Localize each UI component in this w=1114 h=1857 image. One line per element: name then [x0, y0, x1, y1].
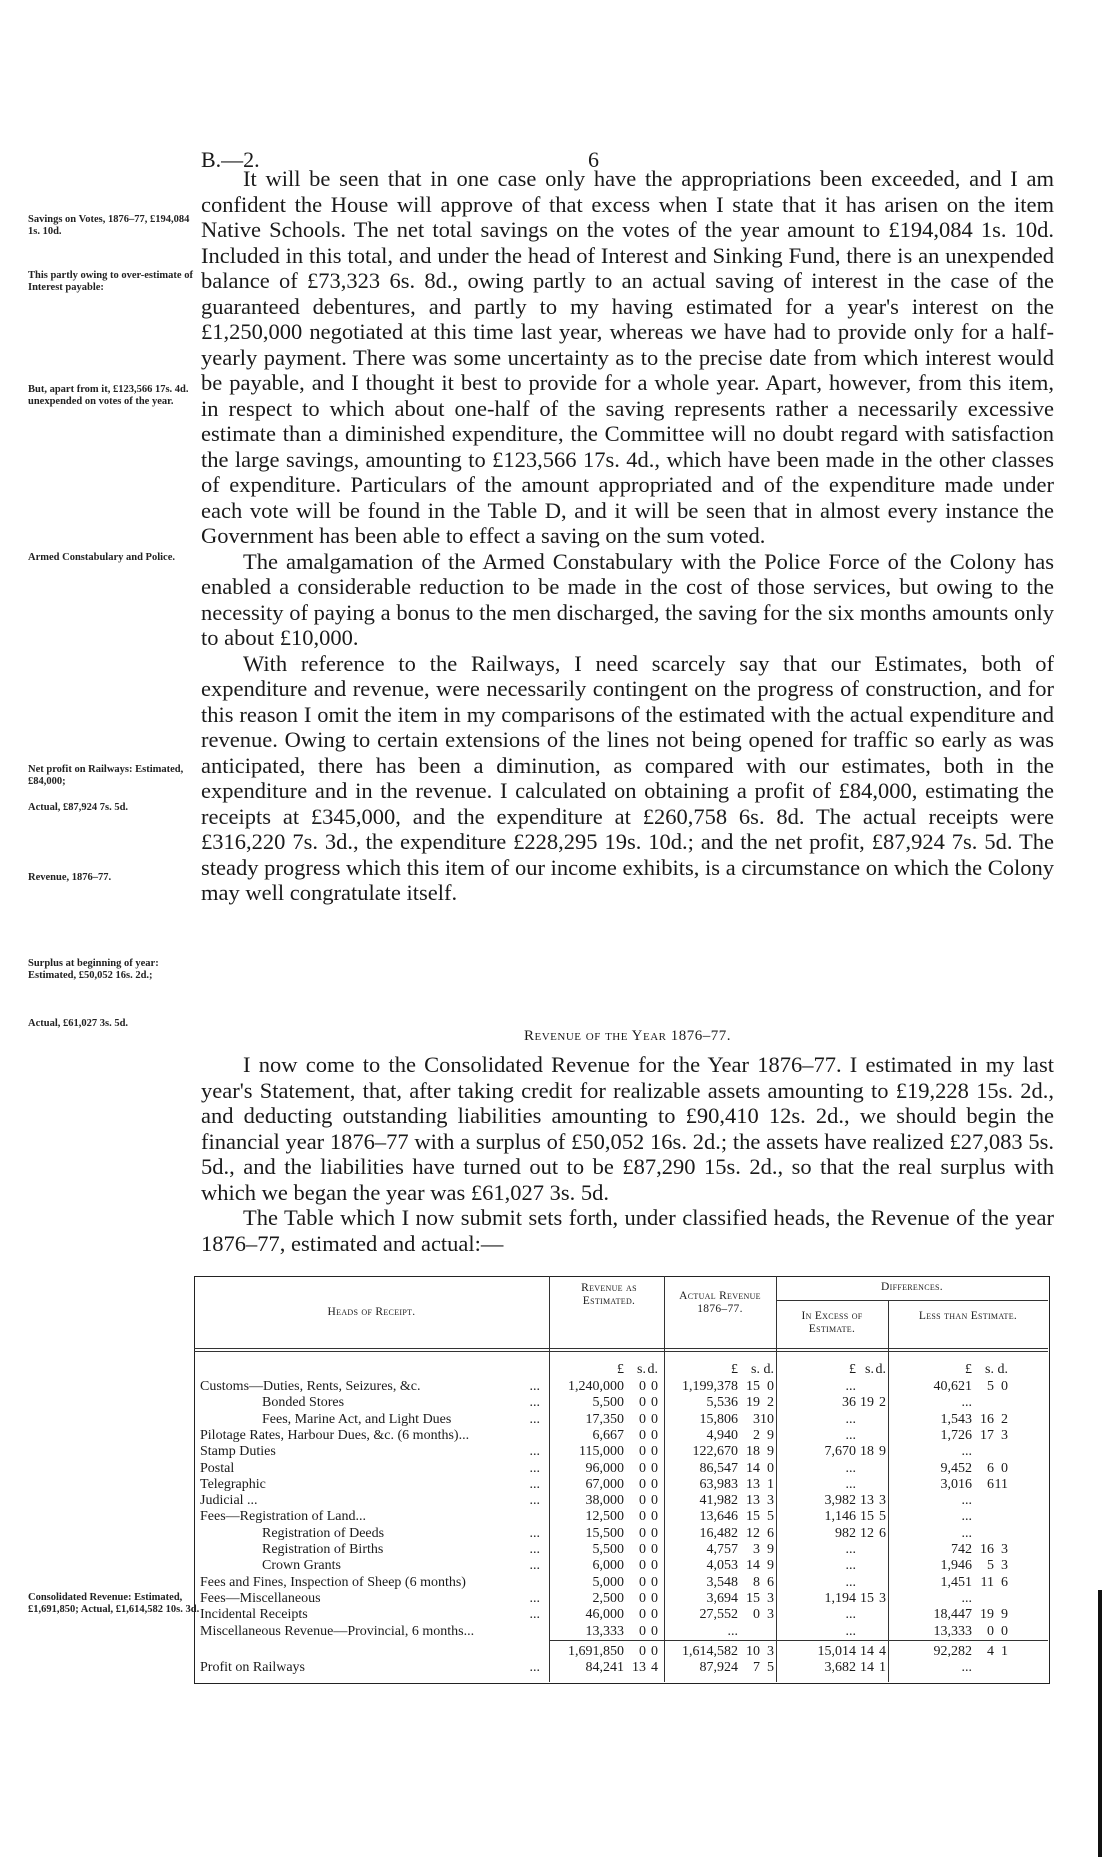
amount-pounds: 5,500 — [592, 1542, 624, 1557]
amount-pounds: 38,000 — [585, 1493, 624, 1509]
leader-dots: ... — [529, 1395, 540, 1411]
amount-shillings: 5 — [987, 1379, 994, 1394]
leader-dots: ... — [529, 1460, 540, 1476]
amount-pounds: 87,924 — [699, 1660, 738, 1675]
amount-shillings: 6 — [987, 1476, 994, 1492]
leader-dots: ... — [529, 1444, 540, 1460]
amount-shillings: 0 — [639, 1525, 646, 1541]
amount-pounds: 3,982 — [824, 1493, 856, 1509]
sidenote-unexpended-votes: But, apart from it, £123,566 17s. 4d. unexpended on votes of the year. — [28, 384, 189, 407]
amount-shillings: 12 — [746, 1525, 760, 1541]
leader-dots: ... — [529, 1558, 540, 1574]
row-label: Fees and Fines, Inspection of Sheep (6 months) — [200, 1574, 466, 1590]
unit-label: s. — [637, 1362, 646, 1377]
amount-pounds: 742 — [951, 1542, 972, 1557]
leader-dots: ... — [529, 1476, 540, 1492]
amount-shillings: 0 — [639, 1644, 646, 1659]
leader-dots: ... — [529, 1411, 540, 1427]
amount-pence: 0 — [1001, 1460, 1008, 1476]
amount-pence: 9 — [767, 1558, 774, 1574]
row-label: Miscellaneous Revenue—Provincial, 6 months... — [200, 1623, 475, 1639]
amount-pence: 2 — [767, 1395, 774, 1411]
amount-pounds: 41,982 — [699, 1493, 738, 1509]
amount-pounds: 84,241 — [585, 1660, 624, 1675]
amount-pounds: ... — [961, 1444, 972, 1460]
amount-pounds: ... — [961, 1590, 972, 1606]
column-header-actual: Actual Revenue 1876–77. — [679, 1290, 761, 1315]
unit-label: £ — [965, 1362, 972, 1377]
amount-pounds: 3,694 — [706, 1590, 738, 1606]
amount-pounds: ... — [845, 1623, 856, 1639]
table-row — [194, 1624, 1048, 1640]
amount-pence: 0 — [651, 1607, 658, 1623]
total-row — [194, 1644, 1048, 1660]
amount-pounds: 4,757 — [706, 1542, 738, 1557]
amount-pounds: 27,552 — [699, 1607, 738, 1623]
table-row — [194, 1461, 1048, 1477]
sidenote-interest-overestimate: This partly owing to over-estimate of Interest payable: — [28, 270, 193, 293]
unit-label: s. — [751, 1362, 760, 1377]
amount-pounds: 16,482 — [699, 1525, 738, 1541]
amount-pence: 9 — [767, 1542, 774, 1557]
document-reference: B.—2. — [201, 147, 260, 172]
amount-shillings: 19 — [980, 1607, 994, 1623]
amount-pounds: ... — [845, 1574, 856, 1590]
amount-shillings: 0 — [639, 1590, 646, 1606]
amount-pence: 0 — [1001, 1623, 1008, 1639]
amount-pence: 1 — [767, 1476, 774, 1492]
amount-pounds: 4,940 — [706, 1427, 738, 1443]
table-row — [194, 1493, 1048, 1509]
amount-shillings: 0 — [639, 1607, 646, 1623]
amount-pounds: 1,614,582 — [682, 1644, 738, 1659]
amount-shillings: 10 — [746, 1644, 760, 1659]
amount-pence: 0 — [651, 1509, 658, 1525]
header-rule — [194, 1351, 1048, 1352]
amount-pence: 2 — [1001, 1411, 1008, 1427]
table-row — [194, 1379, 1048, 1395]
amount-shillings: 16 — [980, 1542, 994, 1557]
amount-pence: 5 — [767, 1509, 774, 1525]
amount-pounds: 1,146 — [824, 1509, 856, 1525]
amount-shillings: 15 — [860, 1509, 874, 1525]
amount-shillings: 3 — [753, 1542, 760, 1557]
amount-pounds: ... — [845, 1379, 856, 1394]
amount-pounds: 9,452 — [940, 1460, 972, 1476]
amount-shillings: 0 — [639, 1395, 646, 1411]
row-label: Crown Grants — [262, 1558, 341, 1574]
amount-pounds: 13,646 — [699, 1509, 738, 1525]
amount-shillings: 13 — [746, 1476, 760, 1492]
amount-pounds: 115,000 — [579, 1444, 624, 1460]
amount-shillings: 5 — [987, 1558, 994, 1574]
unit-label: s. — [985, 1362, 994, 1377]
amount-shillings: 12 — [860, 1525, 874, 1541]
amount-shillings: 15 — [746, 1509, 760, 1525]
row-label: Bonded Stores — [262, 1395, 345, 1411]
amount-pounds: ... — [961, 1660, 972, 1675]
amount-pounds: 63,983 — [699, 1476, 738, 1492]
amount-pence: 3 — [767, 1590, 774, 1606]
amount-pence: 5 — [767, 1660, 774, 1675]
paragraph-consolidated-revenue: I now come to the Consolidated Revenue for the Year 1876–77. I estimated in my last year's Statement, that, after taking credit for realizable assets amounting to £19,228 15s. 2d., and deducting outstanding liabilities amounting to £90,410 12s. 2d., we should begin the financial year 1876–77 with a surplus of £50,052 16s. 2d.; the assets have realized £27,083 5s. 5d., and the liabilities have turned out to be £87,290 15s. 2d., so that the real surplus with which we began the year was £61,027 3s. 5d. — [201, 1052, 1054, 1205]
amount-pence: 9 — [767, 1427, 774, 1443]
amount-pence: 0 — [651, 1542, 658, 1557]
amount-pounds: ... — [845, 1476, 856, 1492]
amount-pence: 3 — [1001, 1558, 1008, 1574]
amount-pounds: 36 — [842, 1395, 856, 1411]
amount-pence: 0 — [651, 1644, 658, 1659]
amount-pounds: 96,000 — [585, 1460, 624, 1476]
amount-pounds: 1,691,850 — [568, 1644, 624, 1659]
amount-pounds: 13,333 — [585, 1623, 624, 1639]
amount-shillings: 4 — [987, 1644, 994, 1659]
amount-pence: 0 — [767, 1379, 774, 1394]
amount-pence: 0 — [651, 1493, 658, 1509]
amount-pence: 0 — [651, 1411, 658, 1427]
table-row — [194, 1395, 1048, 1411]
amount-shillings: 0 — [639, 1460, 646, 1476]
amount-shillings: 0 — [639, 1623, 646, 1639]
row-label: Profit on Railways — [200, 1660, 305, 1675]
amount-pence: 3 — [879, 1493, 886, 1509]
amount-shillings: 0 — [987, 1623, 994, 1639]
column-header-excess: In Excess of Estimate. — [801, 1310, 863, 1335]
unit-label: s. — [865, 1362, 874, 1377]
amount-pence: 3 — [767, 1644, 774, 1659]
row-label: Postal — [200, 1460, 235, 1476]
amount-shillings: 16 — [980, 1411, 994, 1427]
amount-pounds: ... — [961, 1395, 972, 1411]
leader-dots: ... — [529, 1660, 540, 1675]
amount-pence: 0 — [651, 1395, 658, 1411]
amount-shillings: 11 — [980, 1574, 994, 1590]
amount-pence: 0 — [651, 1476, 658, 1492]
amount-pounds: 86,547 — [699, 1460, 738, 1476]
amount-pence: 6 — [767, 1525, 774, 1541]
units-row — [194, 1362, 1048, 1378]
amount-shillings: 0 — [639, 1574, 646, 1590]
leader-dots: ... — [529, 1590, 540, 1606]
amount-pounds: 5,000 — [592, 1574, 624, 1590]
amount-shillings: 0 — [639, 1379, 646, 1394]
amount-pounds: 2,500 — [592, 1590, 624, 1606]
amount-pence: 1 — [1001, 1644, 1008, 1659]
sidenote-surplus-estimated: Surplus at beginning of year: Estimated, £50,052 16s. 2d.; — [28, 958, 159, 981]
amount-pounds: 1,726 — [940, 1427, 972, 1443]
amount-pence: 2 — [879, 1395, 886, 1411]
total-rule — [549, 1640, 1048, 1641]
amount-pounds: 1,240,000 — [568, 1379, 624, 1394]
amount-pounds: 1,543 — [940, 1411, 972, 1427]
amount-pounds: 6,000 — [592, 1558, 624, 1574]
amount-pence: 0 — [651, 1590, 658, 1606]
amount-pounds: 4,053 — [706, 1558, 738, 1574]
sidenote-railway-profit-estimated: Net profit on Railways: Estimated, £84,000; — [28, 764, 184, 787]
amount-pounds: ... — [845, 1427, 856, 1443]
amount-pence: 3 — [879, 1590, 886, 1606]
amount-pounds: ... — [845, 1460, 856, 1476]
amount-pence: 5 — [879, 1509, 886, 1525]
amount-pounds: 5,500 — [592, 1395, 624, 1411]
amount-pounds: 122,670 — [692, 1444, 738, 1460]
amount-pence: 1 — [879, 1660, 886, 1675]
amount-shillings: 2 — [753, 1427, 760, 1443]
leader-dots: ... — [529, 1607, 540, 1623]
leader-dots: ... — [529, 1525, 540, 1541]
row-label: Judicial ... — [200, 1493, 258, 1509]
amount-shillings: 0 — [639, 1476, 646, 1492]
sidenote-armed-constabulary: Armed Constabulary and Police. — [28, 552, 175, 563]
amount-pence: 0 — [651, 1444, 658, 1460]
amount-shillings: 0 — [639, 1509, 646, 1525]
amount-shillings: 8 — [753, 1574, 760, 1590]
amount-pounds: 5,536 — [706, 1395, 738, 1411]
paragraph-savings: It will be seen that in one case only have the appropriations been exceeded, and I am confident the House will approve of that excess when I state that it has arisen on the item Native Schools. The net total savings on the votes of the year amount to £194,084 1s. 10d. Included in this total, and under the head of Interest and Sinking Fund, there is an unexpended balance of £73,323 6s. 8d., owing partly to an actual saving of interest in the case of the guaranteed debentures, and partly to my having estimated for a year's interest on the £1,250,000 negotiated at this time last year, whereas we have had to provide only for a half-yearly payment. There was some uncertainty as to the precise date from which interest would be payable, and I thought it best to provide for a whole year. Apart, however, from this item, in respect to which about one-half of the saving represents rather a necessarily excessive estimate than a diminished expenditure, the Committee will no doubt regard with satisfaction the large savings, amounting to £123,566 17s. 4d., which have been made in the other classes of expenditure. Particulars of the amount appropriated and of the expenditure made under each vote will be found in the Table D, and it will be seen that in almost every instance the Government has been able to effect a saving on the sum voted. — [201, 166, 1054, 548]
paragraph-armed-constabulary: The amalgamation of the Armed Constabulary with the Police Force of the Colony has enabled a considerable reduction to be made in the cost of those services, but owing to the necessity of paying a bonus to the men discharged, the saving for the six months amounts only to about £10,000. — [201, 548, 1054, 650]
amount-pence: 0 — [651, 1460, 658, 1476]
amount-pounds: 12,500 — [585, 1509, 624, 1525]
table-row — [194, 1477, 1048, 1493]
amount-pounds: 6,667 — [592, 1427, 624, 1443]
amount-pence: 0 — [651, 1525, 658, 1541]
sidenote-surplus-actual: Actual, £61,027 3s. 5d. — [28, 1018, 129, 1029]
amount-shillings: 19 — [746, 1395, 760, 1411]
amount-pounds: 7,670 — [824, 1444, 856, 1460]
paragraph-railways: With reference to the Railways, I need scarcely say that our Estimates, both of expenditure and revenue, were necessarily contingent on the progress of construction, and for this reason I omit the item in my comparisons of the estimated with the actual expenditure and revenue. Owing to certain extensions of the lines not being opened for traffic so early as was anticipated, there has been a diminution, as compared with our estimates, both in the expenditure and in the revenue. I calculated on obtaining a profit of £84,000, estimating the receipts at £345,000, and the expenditure at £260,758 6s. 8d. The actual receipts were £316,220 7s. 3d., the expenditure £228,295 19s. 10d.; and the net profit, £87,924 7s. 5d. The steady progress which this item of our income exhibits, is a circumstance on which the Colony may well congratulate itself. — [201, 650, 1054, 905]
amount-pence: 4 — [651, 1660, 658, 1675]
column-header-less: Less than Estimate. — [918, 1310, 1018, 1322]
row-label: Stamp Duties — [200, 1444, 276, 1460]
unit-label: d. — [763, 1362, 774, 1377]
amount-pence: 6 — [1001, 1574, 1008, 1590]
amount-pence: 6 — [879, 1525, 886, 1541]
unit-label: d. — [997, 1362, 1008, 1377]
amount-pence: 0 — [651, 1558, 658, 1574]
amount-pounds: 3,016 — [940, 1476, 972, 1492]
table-row — [194, 1575, 1048, 1591]
unit-label: £ — [849, 1362, 856, 1377]
row-label: Fees—Miscellaneous — [200, 1590, 321, 1606]
amount-shillings: 3 — [753, 1411, 760, 1427]
amount-pounds: 3,682 — [824, 1660, 856, 1675]
row-label: Incidental Receipts — [200, 1607, 308, 1623]
amount-pounds: 15,806 — [699, 1411, 738, 1427]
amount-shillings: 14 — [860, 1660, 874, 1675]
amount-pence: 3 — [767, 1607, 774, 1623]
amount-shillings: 13 — [746, 1493, 760, 1509]
amount-pounds: 15,500 — [585, 1525, 624, 1541]
row-label: Telegraphic — [200, 1476, 266, 1492]
table-row — [194, 1428, 1048, 1444]
row-label: Pilotage Rates, Harbour Dues, &c. (6 months)... — [200, 1427, 470, 1443]
amount-pounds: 13,333 — [933, 1623, 972, 1639]
amount-shillings: 14 — [746, 1460, 760, 1476]
amount-pounds: 3,548 — [706, 1574, 738, 1590]
amount-shillings: 15 — [746, 1590, 760, 1606]
sidenote-revenue-year: Revenue, 1876–77. — [28, 872, 112, 883]
railways-row — [194, 1660, 1048, 1676]
unit-label: d. — [875, 1362, 886, 1377]
amount-shillings: 0 — [639, 1493, 646, 1509]
column-header-differences: Differences. — [881, 1281, 943, 1293]
amount-pounds: 46,000 — [585, 1607, 624, 1623]
body-text-block-2 — [201, 1052, 1054, 1256]
amount-shillings: 14 — [746, 1558, 760, 1574]
amount-pounds: ... — [845, 1542, 856, 1557]
sidenote-savings-on-votes: Savings on Votes, 1876–77, £194,084 1s. 10d. — [28, 214, 190, 237]
paragraph-table-intro: The Table which I now submit sets forth, under classified heads, the Revenue of the year 1876–77, estimated and actual:— — [201, 1205, 1054, 1256]
amount-pence: 10 — [760, 1411, 774, 1427]
amount-pounds: 67,000 — [585, 1476, 624, 1492]
amount-shillings: 7 — [753, 1660, 760, 1675]
amount-pounds: ... — [845, 1607, 856, 1623]
amount-pence: 3 — [1001, 1427, 1008, 1443]
table-row — [194, 1591, 1048, 1607]
amount-pounds: 1,194 — [824, 1590, 856, 1606]
table-row — [194, 1607, 1048, 1623]
amount-pence: 11 — [994, 1476, 1008, 1492]
amount-pence: 0 — [1001, 1379, 1008, 1394]
amount-pence: 0 — [651, 1623, 658, 1639]
amount-shillings: 14 — [860, 1644, 874, 1659]
amount-pence: 9 — [879, 1444, 886, 1460]
amount-pounds: 17,350 — [585, 1411, 624, 1427]
column-header-heads: Heads of Receipt. — [327, 1306, 416, 1318]
amount-pounds: 92,282 — [933, 1644, 972, 1659]
sidenote-railway-profit-actual: Actual, £87,924 7s. 5d. — [28, 802, 129, 813]
leader-dots: ... — [529, 1379, 540, 1394]
row-label: Fees, Marine Act, and Light Dues — [262, 1411, 452, 1427]
table-row — [194, 1444, 1048, 1460]
row-label: Registration of Deeds — [262, 1525, 385, 1541]
amount-shillings: 19 — [860, 1395, 874, 1411]
amount-shillings: 17 — [980, 1427, 994, 1443]
amount-shillings: 15 — [860, 1590, 874, 1606]
column-header-estimated: Revenue as Estimated. — [581, 1282, 637, 1307]
header-rule — [194, 1348, 1048, 1349]
revenue-table — [194, 1276, 1050, 1684]
amount-shillings: 0 — [753, 1607, 760, 1623]
amount-shillings: 0 — [639, 1411, 646, 1427]
amount-pence: 4 — [879, 1644, 886, 1659]
amount-pence: 6 — [767, 1574, 774, 1590]
table-row — [194, 1412, 1048, 1428]
amount-pence: 9 — [767, 1444, 774, 1460]
amount-pounds: 982 — [835, 1525, 856, 1541]
amount-pounds: 40,621 — [933, 1379, 972, 1394]
table-row — [194, 1542, 1048, 1558]
amount-pence: 0 — [651, 1574, 658, 1590]
amount-pounds: 1,946 — [940, 1558, 972, 1574]
amount-pence: 3 — [767, 1493, 774, 1509]
unit-label: £ — [617, 1362, 624, 1377]
sidenote-consolidated-revenue: Consolidated Revenue: Estimated, £1,691,850; Actual, £1,614,582 10s. 3d. — [28, 1592, 200, 1615]
amount-shillings: 18 — [746, 1444, 760, 1460]
row-label: Customs—Duties, Rents, Seizures, &c. — [200, 1379, 421, 1394]
page-number: 6 — [588, 147, 599, 172]
header-rule — [776, 1300, 1048, 1301]
amount-pounds: ... — [961, 1509, 972, 1525]
margin-rule — [1098, 1590, 1102, 1857]
leader-dots: ... — [529, 1493, 540, 1509]
amount-shillings: 0 — [639, 1558, 646, 1574]
amount-pence: 0 — [651, 1379, 658, 1394]
amount-shillings: 15 — [746, 1379, 760, 1394]
table-row — [194, 1509, 1048, 1525]
amount-pounds: ... — [961, 1493, 972, 1509]
amount-shillings: 13 — [632, 1660, 646, 1675]
row-label: Registration of Births — [262, 1542, 384, 1557]
amount-pounds: 15,014 — [817, 1644, 856, 1659]
leader-dots: ... — [529, 1542, 540, 1557]
row-label: Fees—Registration of Land... — [200, 1509, 367, 1525]
section-title: Revenue of the Year 1876–77. — [524, 1028, 731, 1044]
amount-pence: 0 — [767, 1460, 774, 1476]
amount-shillings: 13 — [860, 1493, 874, 1509]
amount-shillings: 0 — [639, 1427, 646, 1443]
amount-shillings: 0 — [639, 1444, 646, 1460]
unit-label: d. — [647, 1362, 658, 1377]
amount-pounds: 18,447 — [933, 1607, 972, 1623]
amount-pounds: 1,199,378 — [682, 1379, 738, 1394]
amount-pence: 3 — [1001, 1542, 1008, 1557]
amount-pounds: ... — [845, 1558, 856, 1574]
amount-pounds: ... — [961, 1525, 972, 1541]
unit-label: £ — [731, 1362, 738, 1377]
amount-pounds: ... — [727, 1623, 738, 1639]
amount-shillings: 0 — [639, 1542, 646, 1557]
body-text-block-1 — [201, 166, 1054, 906]
amount-shillings: 6 — [987, 1460, 994, 1476]
table-row — [194, 1558, 1048, 1574]
table-row — [194, 1526, 1048, 1542]
amount-pence: 0 — [651, 1427, 658, 1443]
amount-pounds: ... — [845, 1411, 856, 1427]
amount-pounds: 1,451 — [940, 1574, 972, 1590]
amount-pence: 9 — [1001, 1607, 1008, 1623]
amount-shillings: 18 — [860, 1444, 874, 1460]
